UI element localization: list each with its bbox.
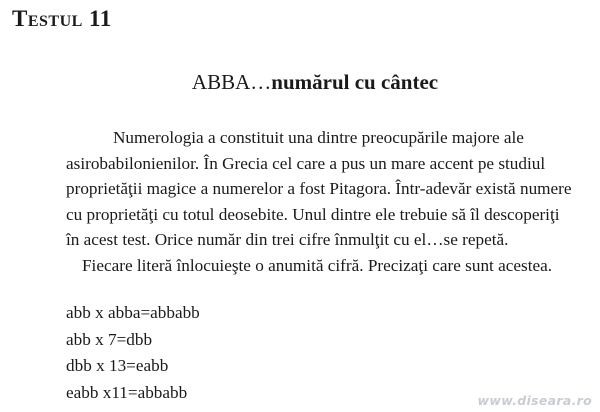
paragraph-task <box>66 253 590 279</box>
paragraph-line: proprietăţii magice a numerelor a fost Pitagora. Într-adevăr există numere <box>66 179 572 198</box>
site-watermark: www.diseara.ro <box>477 393 592 408</box>
equation-item: abb x 7=dbb <box>66 329 153 349</box>
equation-item: eabb x11=abbabb <box>66 382 188 402</box>
paragraph-line: Fiecare literă înlocuieşte o anumită cifră. Precizaţi care sunt acestea. <box>82 255 553 275</box>
paragraph-intro <box>66 125 590 253</box>
equations-list <box>66 300 200 406</box>
paragraph-line: Numerologia a constituit una dintre preocupările majore ale <box>113 128 524 147</box>
title-prefix: ABBA… <box>191 70 272 94</box>
body-text <box>66 125 590 278</box>
equation-item: dbb x 13=eabb <box>66 356 169 375</box>
paragraph-line: în acest test. Orice număr din trei cifre înmulţit cu el…se repetă. <box>66 230 509 249</box>
title-main: numărul cu cântec <box>271 70 439 94</box>
test-number-heading: Testul 11 <box>12 6 112 31</box>
paragraph-line: asirobabilonienilor. În Grecia cel care a pus un mare accent pe studiul <box>66 153 546 173</box>
paragraph-line: cu proprietăţi cu totul deosebite. Unul dintre ele trebuie să îl descoperiţi <box>66 204 560 224</box>
equation-item: abb x abba=abbabb <box>66 303 200 322</box>
document-title <box>0 70 600 95</box>
